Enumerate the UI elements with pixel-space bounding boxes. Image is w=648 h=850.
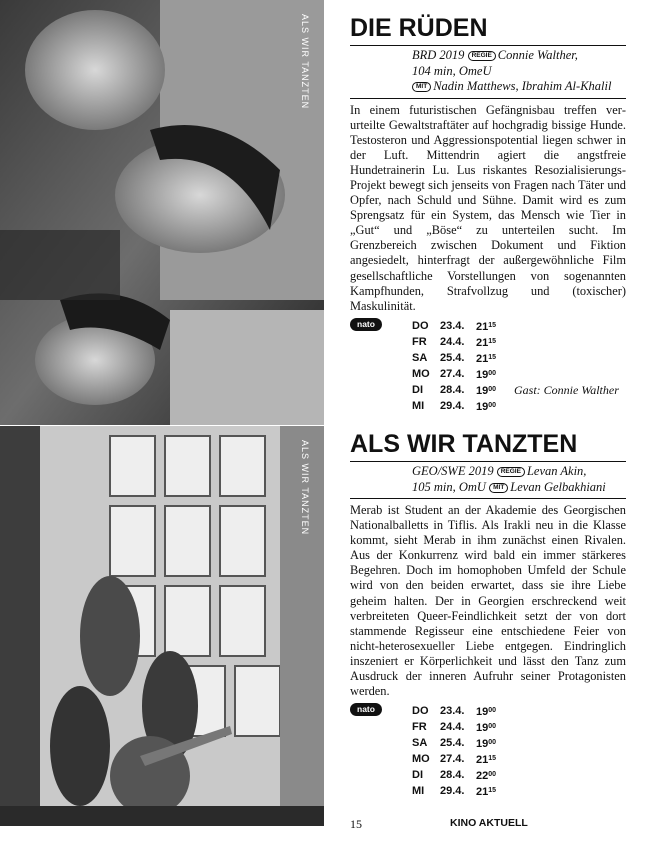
film-meta: BRD 2019 REGIE Connie Walther, 104 min, OmeU MIT Nadin Matthews, Ibrahim Al-Khalil [412,48,612,93]
page-number: 15 [350,817,362,831]
screening-row: MO 27.4. $19^{00}$ [412,367,497,381]
screening-row: DO 23.4. $21^{15}$ [412,319,497,333]
film-synopsis: Merab ist Student an der Akademie des Georgischen Nationalballetts in Tiflis. Als Irakli neu in die Klasse kommt, sieht Merab in ihm zunächst einen Rivalen. Aus der Konkurrenz wird bald ein immer stärkeres Begehren. Doch im homophoben Umfeld der Schule wird von den beiden erwartet, dass sie ihre Liebe geheim halten. Der in Georgien erschreckend weit verbreiteten Queer-Feindlichkeit setzt der von dort stammende Regisseur eine entschiedene Feier von nicht-heterosexueller Liebe entgegen. Eindringlich inszeniert er Körperlichkeit und lässt den Tanz zum Ausdruck der inneren Aufruhr seiner Protagonisten werden. [350,503,626,699]
screening-row: FR 24.4. $19^{00}$ [412,721,497,735]
screening-note: Gast: Connie Walther [514,382,619,397]
screening-row: DI 28.4. $22^{00}$ [412,769,497,783]
screening-row: SA 25.4. $21^{15}$ [412,351,497,365]
screening-row: MO 27.4. $21^{15}$ [412,753,497,767]
screening-row: MI 29.4. $19^{00}$ [412,399,497,413]
regie-tag: REGIE [497,467,525,477]
film-synopsis: In einem futuristischen Gefängnisbau treffen verurteilte Gewaltstraftäter auf hochgradig bissige Hunde. Testosteron und Aggressionspotential liegen schwer in der Luft. Mittendrin agiert die angstfreie Hundetrainerin Lu. Lus riskantes Resozialisierungs-Projekt bewegt sich jenseits von Fragen nach Täter und Opfer, nach Schuld und Sühne. Damit wird es zum Sprengsatz für ein System, das Mensch wie Tier in „Gut“ und „Böse“ zu unterteilen sucht. Im Grenzbereich zwischen Dokument und Fiktion angesiedelt, hinterfragt der außergewöhnliche Film gesellschaftliche Vorstellungen von sogenannten Kampfhunden, Strafvollzug und (toxischer) Maskulinität. [350,102,626,313]
screening-row: SA 25.4. $19^{00}$ [412,737,497,751]
film-still-die-rueden [0,0,324,425]
venue-badge: nato [350,318,382,331]
film-meta: GEO/SWE 2019 REGIE Levan Akin, 105 min, OmU MIT Levan Gelbakhiani [412,464,606,494]
screening-row: DO 23.4. $19^{00}$ [412,705,497,719]
magazine-name: KINO AKTUELL [450,817,528,829]
regie-tag: REGIE [468,51,496,61]
film-still-als-wir-tanzten [0,426,324,826]
photo-caption: ALS WIR TANZTEN [300,14,310,110]
film-title: DIE RÜDEN [350,14,626,46]
film-title: ALS WIR TANZTEN [350,430,626,462]
photo-caption: ALS WIR TANZTEN [300,440,310,536]
mit-tag: MIT [489,483,508,493]
venue-badge: nato [350,703,382,716]
mit-tag: MIT [412,82,431,92]
screening-schedule [350,703,626,799]
screening-row: MI 29.4. $21^{15}$ [412,785,497,799]
screening-row: DI 28.4. $19^{00}$ Gast: Connie Walther [412,382,619,397]
screening-row: FR 24.4. $21^{15}$ [412,335,497,349]
film-entry-die-rueden [350,14,626,414]
screening-schedule [350,318,626,414]
film-entry-als-wir-tanzten [350,430,626,799]
page-footer [350,817,626,833]
